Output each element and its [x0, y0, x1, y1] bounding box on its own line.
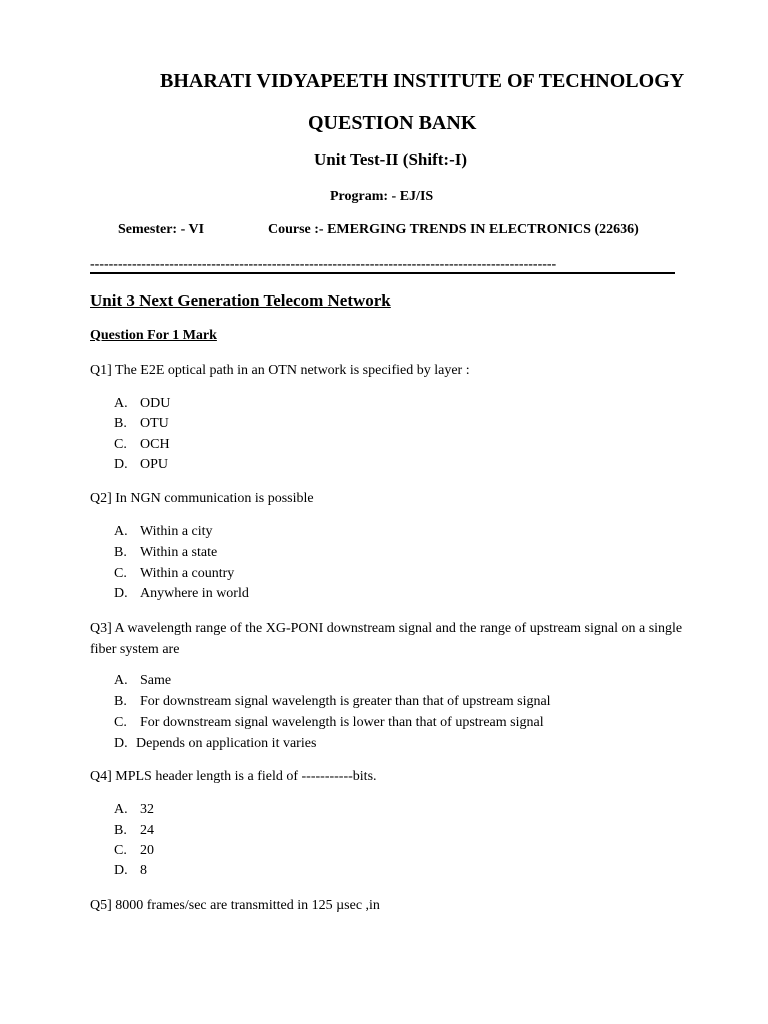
option-letter: A. — [114, 802, 128, 817]
option-text: 8 — [140, 863, 147, 878]
option-text: OPU — [140, 457, 169, 472]
option-text: For downstream signal wavelength is greater than that of upstream signal — [140, 694, 551, 709]
option-text: 32 — [140, 802, 154, 817]
option-item — [114, 523, 213, 541]
option-letter: A. — [114, 673, 128, 688]
option-item — [114, 822, 154, 840]
option-item — [114, 585, 249, 603]
option-text: Within a city — [140, 524, 213, 539]
option-text: Same — [140, 673, 172, 688]
option-item — [114, 395, 170, 413]
question-text: Q1] The E2E optical path in an OTN network is specified by layer : — [90, 363, 470, 378]
option-item — [114, 565, 234, 583]
test-name: Unit Test-II (Shift:-I) — [314, 150, 468, 169]
option-text: Depends on application it varies — [136, 736, 317, 751]
option-item — [114, 415, 169, 433]
option-text: Within a country — [140, 566, 235, 581]
program-label: Program: - EJ/IS — [330, 189, 434, 204]
option-item — [114, 801, 154, 819]
institute-name: BHARATI VIDYAPEETH INSTITUTE OF TECHNOLOGY — [160, 70, 685, 92]
option-item — [114, 544, 217, 562]
option-letter: D. — [114, 457, 128, 472]
option-letter: C. — [114, 715, 127, 730]
option-letter: B. — [114, 694, 127, 709]
header-divider-rule — [90, 272, 675, 274]
option-letter: A. — [114, 524, 128, 539]
unit-title: Unit 3 Next Generation Telecom Network — [90, 291, 391, 310]
option-item — [114, 693, 551, 711]
section-title: Question For 1 Mark — [90, 328, 217, 343]
semester-label: Semester: - VI — [118, 222, 205, 237]
option-letter: C. — [114, 843, 127, 858]
option-item — [114, 714, 544, 732]
option-text: Anywhere in world — [140, 586, 249, 601]
option-text: For downstream signal wavelength is lower than that of upstream signal — [140, 715, 544, 730]
option-text: 20 — [140, 843, 154, 858]
option-text: 24 — [140, 823, 154, 838]
option-item — [114, 436, 170, 454]
option-letter: D. — [114, 586, 128, 601]
option-letter: B. — [114, 823, 127, 838]
option-letter: C. — [114, 437, 127, 452]
course-label: Course :- EMERGING TRENDS IN ELECTRONICS (22636) — [268, 222, 639, 237]
option-item — [114, 862, 147, 880]
option-text: ODU — [140, 396, 171, 411]
option-item — [114, 842, 154, 860]
option-text: Within a state — [140, 545, 218, 560]
option-item — [114, 735, 316, 753]
option-letter: A. — [114, 396, 128, 411]
option-text: OCH — [140, 437, 170, 452]
option-letter: D. — [114, 863, 128, 878]
option-item — [114, 456, 168, 474]
question-text: Q5] 8000 frames/sec are transmitted in 125 µsec ,in — [90, 898, 380, 913]
option-text: OTU — [140, 416, 169, 431]
document-title: QUESTION BANK — [308, 112, 477, 134]
option-letter: B. — [114, 416, 127, 431]
option-item — [114, 672, 171, 690]
option-letter: B. — [114, 545, 127, 560]
option-letter: D. — [114, 736, 128, 751]
option-letter: C. — [114, 566, 127, 581]
question-text: Q2] In NGN communication is possible — [90, 491, 314, 506]
question-text: Q4] MPLS header length is a field of -----------bits. — [90, 769, 377, 784]
header-divider-dashes: ---------------------------------------------------------------------------------------------------- — [90, 258, 557, 272]
question-text: Q3] A wavelength range of the XG-PONI downstream signal and the range of upstream signal on a single fiber system are — [90, 621, 683, 657]
